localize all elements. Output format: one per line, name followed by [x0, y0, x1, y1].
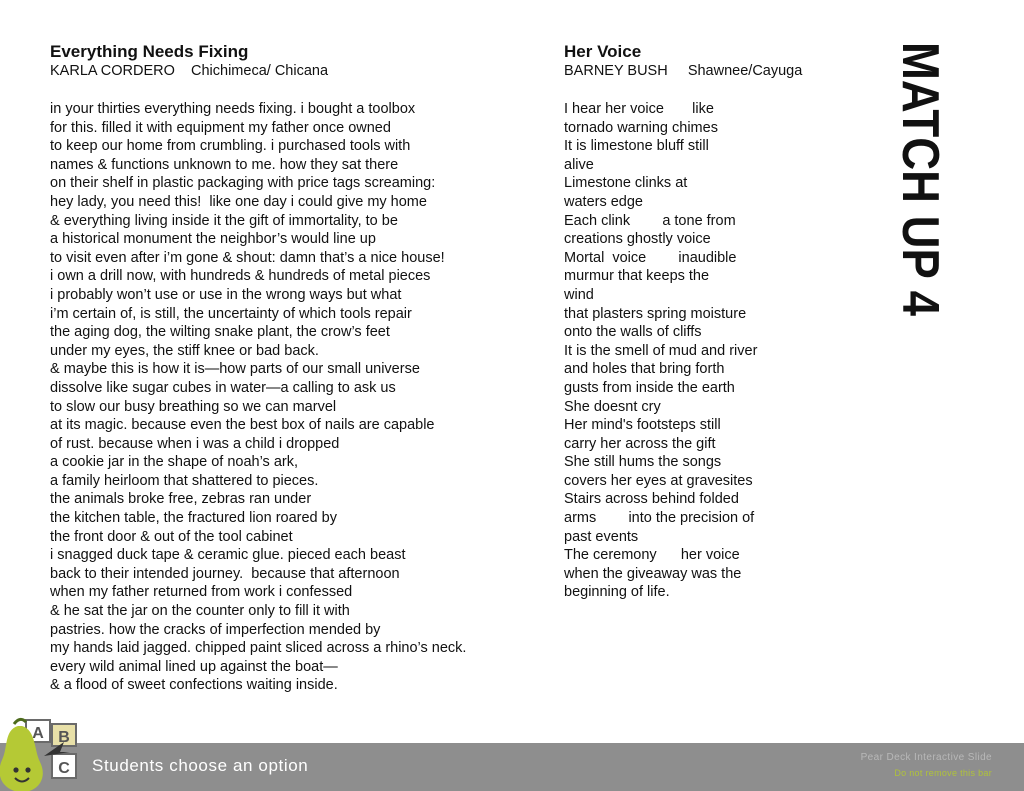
poem-line: my hands laid jagged. chipped paint sliced across a rhino’s neck.	[50, 640, 467, 657]
poem-line: dissolve like sugar cubes in water—a calling to ask us	[50, 379, 396, 396]
poem-line: creations ghostly voice	[564, 231, 711, 248]
poem-line: arms into the precision of	[564, 510, 755, 527]
poem-line: carry her across the gift	[564, 435, 716, 452]
poem-title: Her Voice	[564, 42, 642, 61]
poem-line: tornado warning chimes	[564, 119, 718, 136]
poem-line: It is the smell of mud and river	[564, 342, 758, 359]
pear-eye-right	[25, 767, 30, 772]
pear-eye-left	[13, 767, 18, 772]
poem-line: when the giveaway was the	[564, 565, 742, 582]
poem-line: & maybe this is how it is—how parts of our small universe	[50, 361, 420, 378]
poem-line: in your thirties everything needs fixing. i bought a toolbox	[50, 101, 416, 117]
poem-line: the animals broke free, zebras ran under	[50, 491, 312, 508]
poem-line: the kitchen table, the fractured lion roared by	[50, 510, 337, 527]
poem-author: KARLA CORDERO Chichimeca/ Chicana	[50, 63, 329, 79]
poem-line: pastries. how the cracks of imperfection mended by	[50, 621, 381, 638]
poem-line: onto the walls of cliffs	[564, 324, 702, 341]
poem-line: Her mind's footsteps still	[564, 417, 721, 434]
poem-line: back to their intended journey. because that afternoon	[50, 565, 400, 582]
poem-line: I hear her voice like	[564, 101, 714, 117]
poem-line: It is limestone bluff still	[564, 138, 709, 155]
students-choose-option-label: Students choose an option	[92, 756, 309, 775]
poem-line: of rust. because when i was a child i dropped	[50, 435, 340, 452]
poem-line: alive	[564, 156, 594, 173]
poem-line: The ceremony her voice	[564, 547, 740, 564]
poem-line: beginning of life.	[564, 584, 670, 601]
option-a-letter: A	[32, 725, 44, 742]
poem-line: and holes that bring forth	[564, 361, 725, 378]
poem-line: Mortal voice inaudible	[564, 249, 737, 266]
poem-her-voice	[564, 42, 884, 602]
poem-line: & everything living inside it the gift of immortality, to be	[50, 212, 398, 229]
poem-line: the front door & out of the tool cabinet	[50, 528, 293, 545]
poem-line: to visit even after i’m gone & shout: damn that’s a nice house!	[50, 249, 445, 266]
poem-line: & a flood of sweet confections waiting inside.	[50, 677, 338, 694]
poem-line: & he sat the jar on the counter only to fill it with	[50, 603, 350, 620]
poem-line: Stairs across behind folded	[564, 491, 739, 508]
poem-line: a family heirloom that shattered to pieces.	[50, 472, 319, 489]
pear-deck-bar	[0, 743, 1024, 791]
poem-line: She doesnt cry	[564, 398, 661, 415]
poem-line: i own a drill now, with hundreds & hundreds of metal pieces	[50, 268, 431, 285]
poem-line: hey lady, you need this! like one day i could give my home	[50, 193, 427, 210]
poem-line: gusts from inside the earth	[564, 379, 735, 396]
poem-line: i probably won’t use or use in the wrong ways but what	[50, 286, 402, 303]
poem-title: Everything Needs Fixing	[50, 42, 249, 61]
poem-line: when my father returned from work i confessed	[50, 584, 353, 601]
option-b-letter: B	[58, 729, 70, 746]
poem-line: waters edge	[564, 193, 643, 210]
poem-line: Each clink a tone from	[564, 212, 736, 229]
poem-line: names & functions unknown to me. how they sat there	[50, 156, 399, 173]
poem-line: covers her eyes at gravesites	[564, 472, 753, 489]
pear-deck-slide-label: Pear Deck Interactive Slide	[860, 752, 992, 763]
match-up-title-svg	[891, 40, 994, 355]
poem-line: a cookie jar in the shape of noah’s ark,	[50, 454, 299, 471]
option-c-letter: C	[58, 760, 70, 777]
poem-line: on their shelf in plastic packaging with price tags screaming:	[50, 175, 436, 192]
poem-line: a historical monument the neighbor’s would line up	[50, 231, 376, 248]
pear-deck-link[interactable]: Do not remove this bar	[894, 768, 992, 778]
poem-line: wind	[564, 286, 594, 303]
poem-line: the aging dog, the wilting snake plant, the crow’s feet	[50, 324, 390, 341]
poem-line: at its magic. because even the best box of nails are capable	[50, 417, 435, 434]
poem-line: murmur that keeps the	[564, 268, 710, 285]
poem-line: She still hums the songs	[564, 454, 722, 471]
poem-line: to slow our busy breathing so we can marvel	[50, 398, 337, 415]
poem-line: every wild animal lined up against the boat—	[50, 658, 338, 675]
poem-line: that plasters spring moisture	[564, 305, 747, 322]
poem-line: i’m certain of, is still, the uncertainty of which tools repair	[50, 305, 412, 322]
poem-line: to keep our home from crumbling. i purchased tools with	[50, 138, 411, 155]
match-up-title	[891, 40, 994, 355]
poem-line: past events	[564, 528, 639, 545]
pear-multiple-choice-icon	[0, 712, 86, 791]
match-up-title-text: MATCH UP 4	[891, 42, 950, 355]
poem-line: under my eyes, the stiff knee or bad back.	[50, 342, 319, 359]
poem-body	[50, 100, 530, 695]
poem-author: BARNEY BUSH Shawnee/Cayuga	[564, 63, 803, 79]
poem-body	[564, 100, 884, 602]
poem-line: Limestone clinks at	[564, 175, 688, 192]
pear-stem-icon	[14, 719, 26, 724]
poem-line: for this. filled it with equipment my father once owned	[50, 119, 391, 136]
poem-everything-needs-fixing	[50, 42, 530, 695]
poem-line: i snagged duck tape & ceramic glue. pieced each beast	[50, 547, 406, 564]
